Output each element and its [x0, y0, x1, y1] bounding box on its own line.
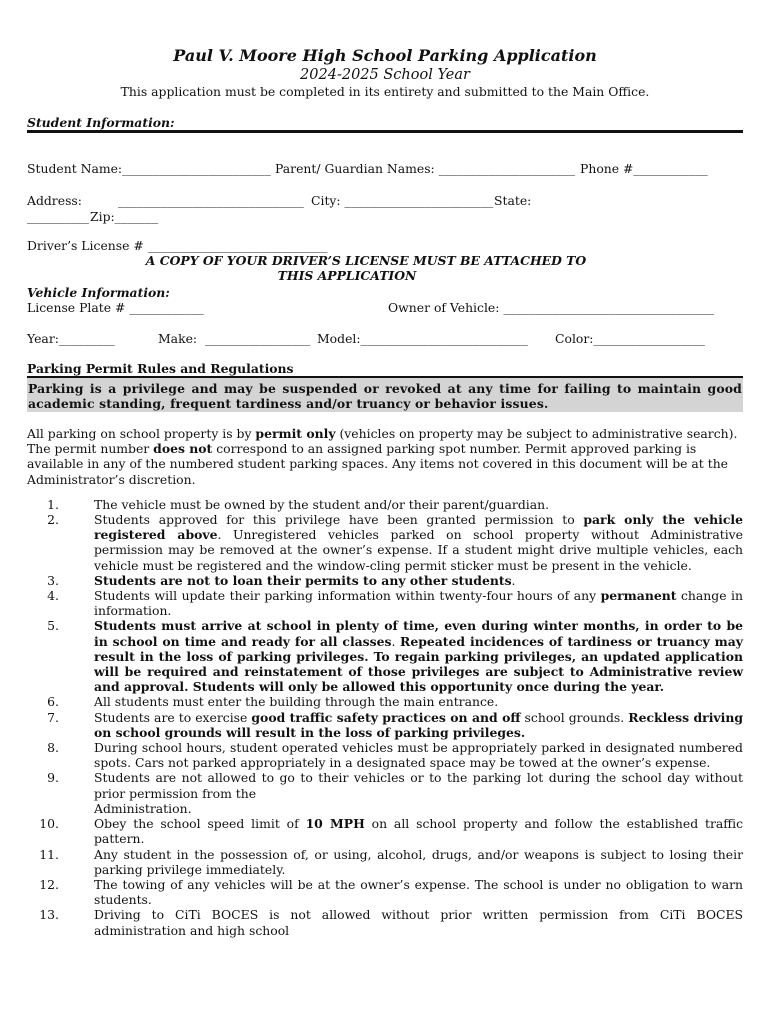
- rule-item: 10. Obey the school speed limit of 10 MPH on all school property and follow the established traffic pattern.: [39, 816, 744, 847]
- rule-item: 6. All students must enter the building through the main entrance.: [47, 694, 499, 710]
- student-name-row: [27, 161, 743, 176]
- phone-field[interactable]: Phone #____________: [580, 161, 708, 177]
- vehicle-owner-field[interactable]: Owner of Vehicle: __________________________________: [388, 299, 714, 315]
- rule-item: 8. During school hours, student operated vehicles must be appropriately parked in designated numbered spots. Cars not parked appropriately in a designated space may be towed at the owner’s expense.: [47, 740, 743, 771]
- state-label: State:: [494, 193, 532, 209]
- zip-field[interactable]: Zip:_______: [90, 209, 159, 225]
- address-label: Address:: [27, 193, 82, 209]
- parking-application-page: [27, 46, 743, 938]
- vehicle-info-heading: Vehicle Information:: [27, 284, 170, 300]
- student-info-heading: Student Information:: [27, 115, 175, 130]
- license-copy-note-1: A COPY OF YOUR DRIVER’S LICENSE MUST BE ATTACHED TO: [145, 253, 587, 269]
- address-row: [27, 193, 743, 208]
- rule-item: 9. Students are not allowed to go to their vehicles or to the parking lot during the school day without prior permission from the Administration.: [47, 770, 743, 816]
- state-zip-row: [27, 209, 743, 224]
- guardian-names-field[interactable]: Parent/ Guardian Names: ______________________: [275, 161, 575, 177]
- submission-note: This application must be completed in its entirety and submitted to the Main Office.: [120, 84, 650, 99]
- rule-item: 13. Driving to CiTi BOCES is not allowed without prior written permission from CiTi BOCES administration and high school: [39, 907, 743, 938]
- vehicle-model-field[interactable]: Model:___________________________: [317, 330, 528, 346]
- vehicle-year-field[interactable]: Year:_________: [27, 330, 115, 346]
- rule-item: 12. The towing of any vehicles will be at the owner’s expense. The school is under no obligation to warn students.: [39, 876, 743, 908]
- license-row: [27, 238, 743, 253]
- permit-intro: All parking on school property is by permit only (vehicles on property may be subject to administrative search). The permit number does not correspond to an assigned parking spot number. Permit approved parking is available in any of the numbered student parking spaces. Any items not covered in this document will be at the Administrator’s discretion.: [27, 426, 738, 487]
- document-title: Paul V. Moore High School Parking Application: [173, 46, 597, 65]
- rule-item: 7. Students are to exercise good traffic safety practices on and off school grounds. Reckless driving on school grounds will result in the loss of parking privileges.: [47, 709, 743, 740]
- license-plate-field[interactable]: License Plate # ____________: [27, 299, 204, 315]
- rule-item: 4. Students will update their parking information within twenty-four hours of any permanent change in information.: [47, 588, 743, 619]
- rule-item: 3. Students are not to loan their permits to any other students.: [47, 572, 516, 588]
- vehicle-details-row: [27, 331, 743, 346]
- rule-item: 11. Any student in the possession of, or using, alcohol, drugs, and/or weapons is subject to losing their parking privilege immediately.: [39, 846, 743, 877]
- state-field[interactable]: __________: [27, 209, 89, 225]
- vehicle-color-field[interactable]: Color:__________________: [555, 330, 705, 346]
- license-copy-note-2: THIS APPLICATION: [277, 268, 417, 284]
- address-field[interactable]: ______________________________: [118, 193, 304, 209]
- privilege-notice: Parking is a privilege and may be suspended or revoked at any time for failing to maintain good academic standing, frequent tardiness and/or truancy or behavior issues.: [27, 378, 743, 412]
- city-field[interactable]: City: ________________________: [311, 193, 494, 209]
- rule-item: 2. Students approved for this privilege have been granted permission to park only the vehicle registered above. Unregistered vehicles parked on school property without Administrative permission may be removed at the owner’s expense. If a student might drive multiple vehicles, each vehicle must be registered and the window-cling permit sticker must be present in the vehicle.: [47, 512, 744, 573]
- school-year: 2024-2025 School Year: [300, 67, 470, 83]
- rules-heading: Parking Permit Rules and Regulations: [27, 360, 294, 376]
- student-name-field[interactable]: Student Name:________________________: [27, 161, 271, 177]
- vehicle-make-field[interactable]: Make: _________________: [158, 330, 311, 346]
- rules-list: [27, 497, 743, 938]
- section-divider: [27, 130, 743, 133]
- rule-item: 5. Students must arrive at school in plenty of time, even during winter months, in order to be in school on time and ready for all classes. Repeated incidences of tardiness or truancy may result in the loss of parking privileges. To regain parking privileges, an updated application will be required and reinstatement of those privileges are subject to Administrative review and approval. Students will only be allowed this opportunity once during the year.: [47, 618, 743, 695]
- rule-item: 1. The vehicle must be owned by the student and/or their parent/guardian.: [47, 496, 550, 512]
- plate-row: [27, 300, 743, 315]
- drivers-license-field[interactable]: Driver’s License # _____________________________: [27, 238, 328, 254]
